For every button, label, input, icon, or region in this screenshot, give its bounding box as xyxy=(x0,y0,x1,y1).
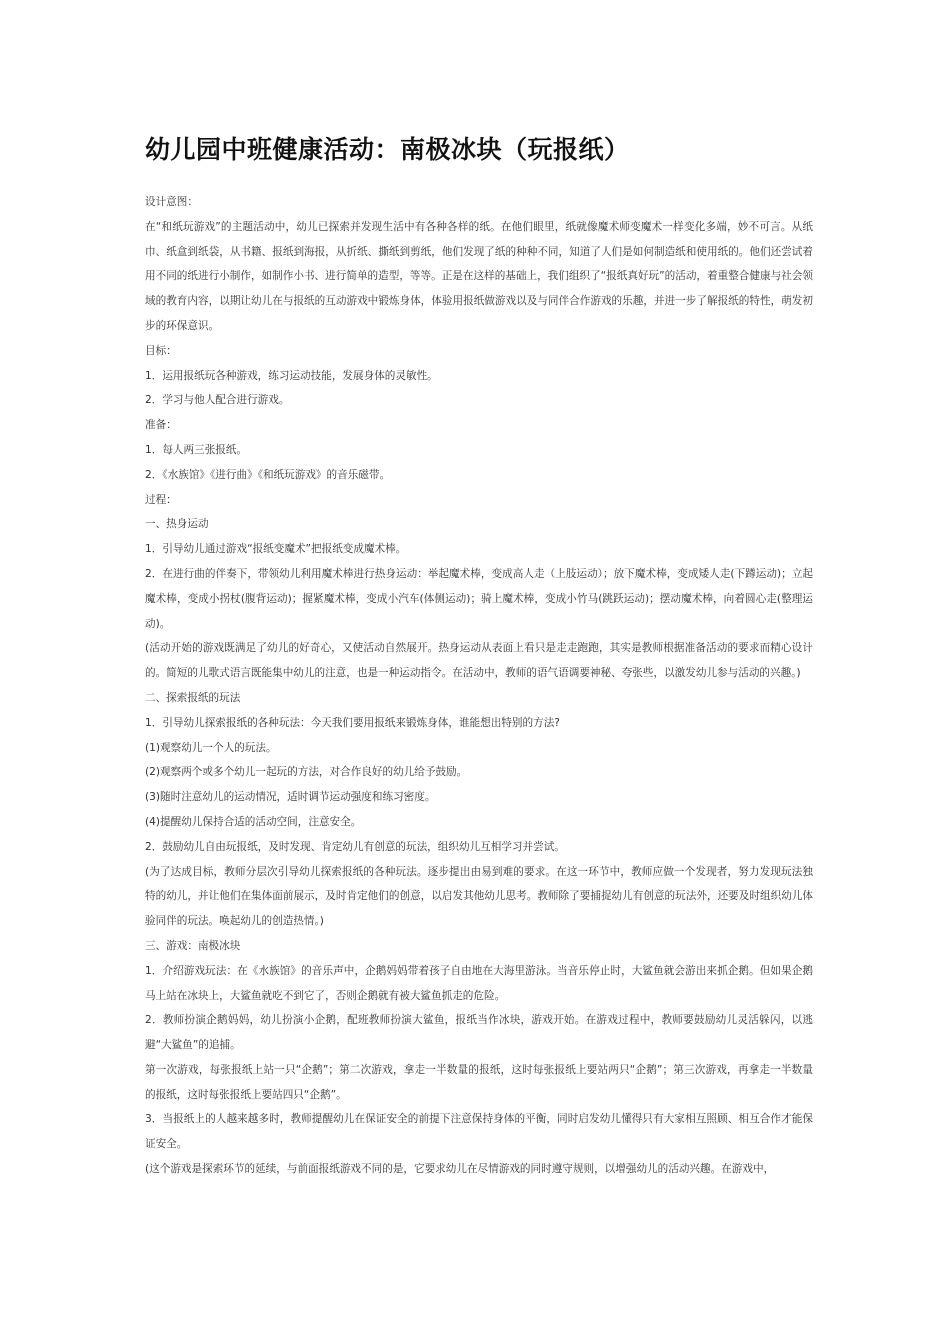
paragraph-process-label: 过程： xyxy=(145,493,177,506)
paragraph-explore-note: (为了达成目标，教师分层次引导幼儿探索报纸的各种玩法。逐步提出由易到难的要求。在这一环节中，教师应做一个发现者，努力发现玩法独特的幼儿，并让他们在集体面前展示，及时肯定他们的创意，以启发其他幼儿思考。教师除了要捕捉幼儿有创意的玩法外，还要及时组织幼儿体验同伴的玩法。唤起幼儿的创造热情。) xyxy=(145,865,813,928)
paragraph-design-intent: 在“和纸玩游戏”的主题活动中，幼儿已探索并发现生活中有各种各样的纸。在他们眼里，纸就像魔术师变魔术一样变化多端，妙不可言。从纸巾、纸盒到纸袋，从书籍、报纸到海报，从折纸、撕纸到剪纸，他们发现了纸的种种不同，知道了人们是如何制造纸和使用纸的。他们还尝试着用不同的纸进行小制作，如制作小书、进行简单的造型，等等。正是在这样的基础上，我们组织了“报纸真好玩”的活动，着重整合健康与社会领域的教育内容，以期让幼儿在与报纸的互动游戏中锻炼身体，体验用报纸做游戏以及与同伴合作游戏的乐趣，并进一步了解报纸的特性，萌发初步的环保意识。 xyxy=(145,220,813,332)
paragraph-goal-1: 1．运用报纸玩各种游戏，练习运动技能，发展身体的灵敏性。 xyxy=(145,369,438,382)
section-heading-explore: 二、探索报纸的玩法 xyxy=(145,691,241,704)
paragraph-game-rounds: 第一次游戏，每张报纸上站一只“企鹅”；第二次游戏，拿走一半数量的报纸，这时每张报纸上要站两只“企鹅”；第三次游戏，再拿走一半数量的报纸，这时每张报纸上要站四只“企鹅”。 xyxy=(145,1063,813,1101)
section-heading-warmup: 一、热身运动 xyxy=(145,518,209,531)
paragraph-game-3: 3．当报纸上的人越来越多时，教师提醒幼儿在保证安全的前提下注意保持身体的平衡，同时启发幼儿懂得只有大家相互照顾、相互合作才能保证安全。 xyxy=(145,1113,813,1151)
paragraph-warmup-note: (活动开始的游戏既满足了幼儿的好奇心，又使活动自然展开。热身运动从表面上看只是走走跑跑，其实是教师根据准备活动的要求而精心设计的。简短的儿歌式语言既能集中幼儿的注意，也是一种运动指令。在活动中，教师的语气语调要神秘、夸张些，以激发幼儿参与活动的兴趣。) xyxy=(145,642,813,680)
paragraph-prep-2: 2．《水族馆》《进行曲》《和纸玩游戏》的音乐磁带。 xyxy=(145,468,391,481)
paragraph-preparation-label: 准备： xyxy=(145,419,177,432)
paragraph-explore-1-a: (1)观察幼儿一个人的玩法。 xyxy=(145,741,277,754)
paragraph-warmup-2: 2．在进行曲的伴奏下，带领幼儿利用魔术棒进行热身运动：举起魔术棒，变成高人走（上肢运动）；放下魔术棒，变成矮人走(下蹲运动)；立起魔术棒，变成小拐杖(腹背运动)；握紧魔术棒，变成小汽车(体侧运动)；骑上魔术棒，变成小竹马(跳跃运动)；摆动魔术棒，向着圆心走(整理运动)。 xyxy=(145,567,813,630)
paragraph-explore-1: 1．引导幼儿探索报纸的各种玩法：今天我们要用报纸来锻炼身体，谁能想出特别的方法? xyxy=(145,716,560,729)
paragraph-design-intent-label: 设计意图： xyxy=(145,196,198,208)
paragraph-explore-2: 2．鼓励幼儿自由玩报纸，及时发现、肯定幼儿有创意的玩法，组织幼儿互相学习并尝试。 xyxy=(145,840,565,853)
paragraph-game-1: 1．介绍游戏玩法：在《水族馆》的音乐声中，企鹅妈妈带着孩子自由地在大海里游泳。当音乐停止时，大鲨鱼就会游出来抓企鹅。但如果企鹅马上站在冰块上，大鲨鱼就吃不到它了，否则企鹅就有被大鲨鱼抓走的危险。 xyxy=(145,964,813,1002)
document-body xyxy=(145,190,813,1182)
paragraph-game-2: 2．教师扮演企鹅妈妈，幼儿扮演小企鹅，配班教师扮演大鲨鱼，报纸当作冰块，游戏开始。在游戏过程中，教师要鼓励幼儿灵活躲闪，以逃避“大鲨鱼”的追捕。 xyxy=(145,1014,813,1052)
section-heading-game: 三、游戏：南极冰块 xyxy=(145,939,241,952)
paragraph-game-note: (这个游戏是探索环节的延续，与前面报纸游戏不同的是，它要求幼儿在尽情游戏的同时遵守规则，以增强幼儿的活动兴趣。在游戏中， xyxy=(145,1163,775,1176)
paragraph-goal-2: 2．学习与他人配合进行游戏。 xyxy=(145,394,290,407)
document-title: 幼儿园中班健康活动：南极冰块（玩报纸） xyxy=(145,135,630,164)
paragraph-explore-1-d: (4)提醒幼儿保持合适的活动空间，注意安全。 xyxy=(145,815,362,828)
paragraph-warmup-1: 1．引导幼儿通过游戏“报纸变魔术”把报纸变成魔术棒。 xyxy=(145,543,407,556)
paragraph-explore-1-b: (2)观察两个或多个幼儿一起玩的方法，对合作良好的幼儿给予鼓励。 xyxy=(145,766,468,779)
paragraph-prep-1: 1．每人两三张报纸。 xyxy=(145,443,248,456)
paragraph-goals-label: 目标： xyxy=(145,344,177,357)
paragraph-explore-1-c: (3)随时注意幼儿的运动情况，适时调节运动强度和练习密度。 xyxy=(145,791,436,804)
